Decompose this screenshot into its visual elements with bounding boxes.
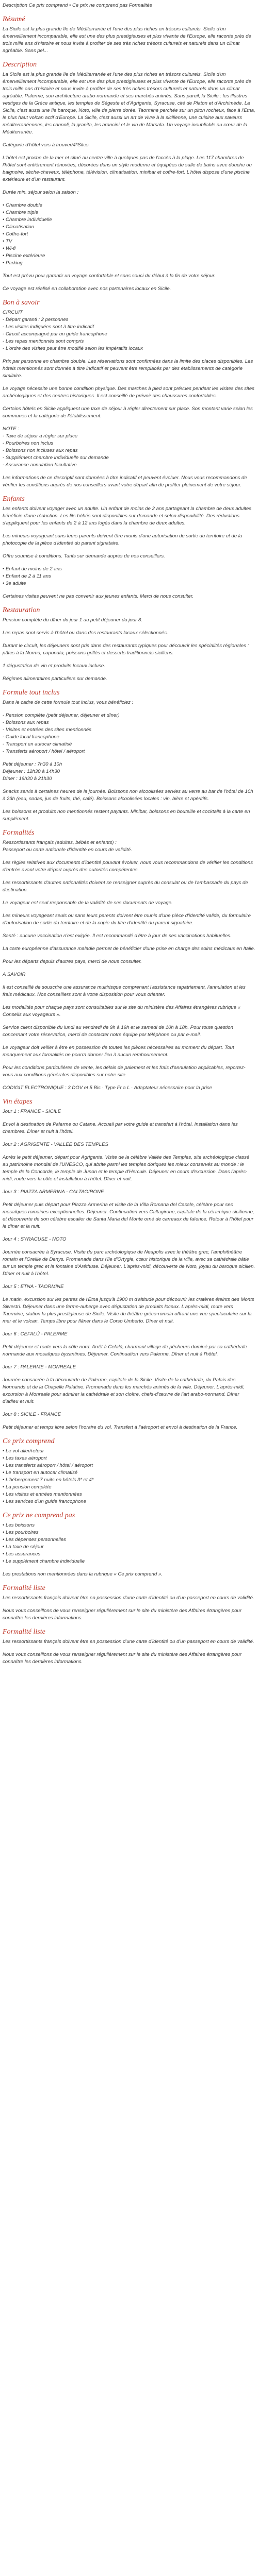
paragraph: Journée consacrée à Syracuse. Visite du parc archéologique de Neapolis avec le théâtre grec, l'amphithéâtre romain et l'Oreille de Denys. Promenade dans l'île d'Ortygie, cœur historique de la ville, avec sa cathédrale bâtie sur un temple grec et la fontaine d'Aréthuse. Déjeuner. L'après-midi, découverte de Noto, joyau du baroque sicilien. Dîner et nuit à l'hôtel.	[3, 1249, 255, 1277]
paragraph: Le voyageur est seul responsable de la validité de ses documents de voyage.	[3, 900, 173, 906]
paragraph: Les règles relatives aux documents d'identité pouvant évoluer, nous vous recommandons de vérifier les conditions d'entrée avant votre départ auprès des autorités compétentes.	[3, 860, 253, 873]
paragraph: Ressortissants français (adultes, bébés et enfants) : Passeport ou carte nationale d'identité en cours de validité.	[3, 840, 132, 853]
paragraph: Certains hôtels en Sicile appliquent une taxe de séjour à régler directement sur place. Son montant varie selon les communes et la catégorie de l'établissement.	[3, 406, 253, 419]
section-heading: Ce prix comprend	[3, 1437, 55, 1445]
paragraph: Jour 8 : SICILE - FRANCE	[3, 1412, 61, 1417]
paragraph: 1 dégustation de vin et produits locaux incluse.	[3, 663, 105, 669]
paragraph: Le voyageur doit veiller à être en possession de toutes les pièces nécessaires au moment du départ. Tout manquement aux formalités ne pourra donner lieu à aucun remboursement.	[3, 1045, 234, 1058]
paragraph: Durant le circuit, les déjeuners sont pris dans des restaurants typiques pour découvrir les spécialités régionales : pâtes à la Norma, caponata, poissons grillés et desserts traditionnels siciliens.	[3, 643, 249, 656]
paragraph: Jour 2 : AGRIGENTE - VALLÉE DES TEMPLES	[3, 1142, 108, 1147]
paragraph: Petit déjeuner et temps libre selon l'horaire du vol. Transfert à l'aéroport et envol à destination de la France.	[3, 1425, 238, 1430]
paragraph: La Sicile est la plus grande île de Méditerranée et l'une des plus riches en trésors culturels. Sicile d'un émerveillement incomparable, elle est une des plus prestigieuses et plus vivante de l'Europe, elle raconte près de trois mille ans d'histoire et nous invite à profiter de ses très riches trésors culturels et naturels dans un climat agréable. Palerme, son architecture arabo-normande et ses marchés animés. Sans pareil, la Sicile : les illustres vestiges de la Grèce antique, les temples de Ségeste et d'Agrigente, Syracuse, cité de Platon et d'Archimède. La Sicile, c'est aussi une île baroque, Noto, ville de pierre dorée. Taormine perchée sur un piton rocheux, face à l'Etna, le plus haut volcan actif d'Europe. La Sicile, c'est aussi un art de vivre à la sicilienne, une cuisine aux saveurs méditerranéennes, les cannoli, la granita, les arancini et le vin de Marsala. Un voyage inoubliable au cœur de la Méditerranée.	[3, 72, 255, 135]
section-heading: Restauration	[3, 606, 40, 614]
paragraph: Prix par personne en chambre double. Les réservations sont confirmées dans la limite des places disponibles. Les hôtels mentionnés sont donnés à titre indicatif et peuvent être remplacés par des établissements de catégorie similaire.	[3, 359, 253, 379]
paragraph: Pension complète du dîner du jour 1 au petit déjeuner du jour 8.	[3, 617, 142, 623]
paragraph: Dans le cadre de cette formule tout inclus, vous bénéficiez :	[3, 700, 134, 705]
paragraph: Certaines visites peuvent ne pas convenir aux jeunes enfants. Merci de nous consulter.	[3, 594, 194, 599]
paragraph: La Sicile est la plus grande île de Méditerranée et l'une des plus riches en trésors culturels. Sicile d'un émerveillement incomparable, elle est une des plus prestigieuses et plus vivante de l'Europe, elle raconte près de trois mille ans d'histoire et nous invite à profiter de ses très riches trésors culturels et naturels dans un climat agréable. Sans pel...	[3, 26, 251, 54]
paragraph: Durée min. séjour selon la saison :	[3, 190, 79, 195]
section-heading: Formule tout inclus	[3, 689, 60, 697]
paragraph: Les boissons et produits non mentionnés restent payants. Minibar, boissons en bouteille et cocktails à la carte en supplément.	[3, 809, 250, 822]
paragraph: Description Ce prix comprend • Ce prix ne comprend pas Formalités	[3, 3, 152, 8]
section-heading: Ce prix ne comprend pas	[3, 1512, 75, 1519]
paragraph: Jour 7 : PALERME - MONREALE	[3, 1364, 76, 1370]
paragraph: Petit déjeuner : 7h30 à 10h Déjeuner : 12h30 à 14h30 Dîner : 19h30 à 21h30	[3, 761, 62, 782]
paragraph: Il est conseillé de souscrire une assurance multirisque comprenant l'assistance rapatriement, l'annulation et les frais médicaux. Nos conseillers sont à votre disposition pour vous orienter.	[3, 985, 246, 997]
paragraph: Envol à destination de Palerme ou Catane. Accueil par votre guide et transfert à l'hôtel. Installation dans les chambres. Dîner et nuit à l'hôtel.	[3, 1122, 238, 1134]
paragraph: Les repas sont servis à l'hôtel ou dans des restaurants locaux sélectionnés.	[3, 630, 168, 636]
paragraph: Snacks servis à certaines heures de la journée. Boissons non alcoolisées servies au verre au bar de l'hôtel de 10h à 23h (eau, sodas, jus de fruits, thé, café). Boissons alcoolisées locales : vin, bière et apéritifs.	[3, 789, 253, 802]
paragraph: Les prestations non mentionnées dans la rubrique « Ce prix comprend ».	[3, 1571, 163, 1577]
paragraph: Les modalités pour chaque pays sont consultables sur le site du ministère des Affaires étrangères rubrique « Conseils aux voyageurs ».	[3, 1005, 240, 1018]
section-heading: Formalité liste	[3, 1628, 45, 1636]
paragraph: Les enfants doivent voyager avec un adulte. Un enfant de moins de 2 ans partageant la chambre de deux adultes bénéficie d'une réduction. Les lits bébés sont disponibles sur demande et selon disponibilité. Des réductions s'appliquent pour les enfants de 2 à 12 ans logés dans la chambre de deux adultes.	[3, 506, 252, 526]
section-heading: Description	[3, 61, 37, 69]
section-heading: Bon à savoir	[3, 299, 40, 307]
paragraph: La carte européenne d'assurance maladie permet de bénéficier d'une prise en charge des soins médicaux en Italie.	[3, 946, 255, 952]
paragraph: Tout est prévu pour garantir un voyage confortable et sans souci du début à la fin de votre séjour.	[3, 273, 216, 279]
paragraph: Santé : aucune vaccination n'est exigée. Il est recommandé d'être à jour de ses vaccinations habituelles.	[3, 933, 232, 939]
paragraph: Après le petit déjeuner, départ pour Agrigente. Visite de la célèbre Vallée des Temples, site archéologique classé au patrimoine mondial de l'UNESCO, qui abrite parmi les temples doriques les mieux conservés au monde : le temple de la Concorde, le temple de Junon et le temple d'Hercule. Déjeuner en cours d'excursion. Dans l'après-midi, route vers la côte et installation à l'hôtel. Dîner et nuit.	[3, 1155, 250, 1182]
paragraph: A SAVOIR	[3, 972, 26, 977]
paragraph: CIRCUIT - Départ garanti : 2 personnes - Les visites indiquées sont à titre indicatif - Circuit accompagné par un guide francophone - Les repas mentionnés sont compris - L'ordre des visites peut être modifié selon les impératifs locaux	[3, 310, 143, 351]
section-heading: Vin étapes	[3, 1098, 33, 1106]
paragraph: Ce voyage est réalisé en collaboration avec nos partenaires locaux en Sicile.	[3, 286, 171, 292]
paragraph: Petit déjeuner puis départ pour Piazza Armerina et visite de la Villa Romana del Casale, célèbre pour ses mosaïques romaines exceptionnelles. Déjeuner. Continuation vers Caltagirone, capitale de la céramique sicilienne, et découverte de son célèbre escalier de Santa Maria del Monte orné de carreaux de faïence. Retour à l'hôtel pour le dîner et la nuit.	[3, 1202, 254, 1229]
paragraph: Le voyage nécessite une bonne condition physique. Des marches à pied sont prévues pendant les visites des sites archéologiques et des centres historiques. Il est conseillé de prévoir des chaussures confortables.	[3, 386, 254, 399]
paragraph: Les mineurs voyageant seuls ou sans leurs parents doivent être munis d'une pièce d'identité valide, du formulaire d'autorisation de sortie du territoire et de la copie du titre d'identité du parent signataire.	[3, 913, 251, 926]
section-heading: Résumé	[3, 15, 25, 23]
paragraph: Les mineurs voyageant sans leurs parents doivent être munis d'une autorisation de sortie du territoire et de la photocopie de la pièce d'identité du parent signataire.	[3, 533, 243, 546]
paragraph: NOTE : - Taxe de séjour à régler sur place - Pourboires non inclus - Boissons non incluses aux repas - Supplément chambre individuelle sur demande - Assurance annulation facultative	[3, 426, 109, 468]
paragraph: Pour les départs depuis d'autres pays, merci de nous consulter.	[3, 959, 142, 964]
paragraph: • Le vol aller/retour • Les taxes aéroport • Les transferts aéroport / hôtel / aéroport • Le transport en autocar climatisé • L'hébergement 7 nuits en hôtels 3* et 4* • La pension complète • Les visites et entrées mentionnées • Les services d'un guide francophone	[3, 1448, 94, 1504]
paragraph: Les ressortissants d'autres nationalités doivent se renseigner auprès du consulat ou de l'ambassade du pays de destination.	[3, 880, 248, 893]
paragraph: Jour 1 : FRANCE - SICILE	[3, 1109, 61, 1114]
paragraph: • Chambre double • Chambre triple • Chambre individuelle • Climatisation • Coffre-fort • TV • Wi-fi • Piscine extérieure • Parking	[3, 202, 52, 266]
paragraph: Pour les conditions particulières de vente, les délais de paiement et les frais d'annulation applicables, reportez-vous aux conditions générales disponibles sur notre site.	[3, 1065, 246, 1078]
paragraph: Nous vous conseillons de vous renseigner régulièrement sur le site du ministère des Affaires étrangères pour connaître les dernières informations.	[3, 1652, 242, 1665]
paragraph: • Enfant de moins de 2 ans • Enfant de 2 à 11 ans • 3e adulte	[3, 566, 62, 586]
paragraph: Offre soumise à conditions. Tarifs sur demande auprès de nos conseillers.	[3, 553, 165, 559]
paragraph: Nous vous conseillons de vous renseigner régulièrement sur le site du ministère des Affaires étrangères pour connaître les dernières informations.	[3, 1608, 242, 1621]
paragraph: Les ressortissants français doivent être en possession d'une carte d'identité ou d'un passeport en cours de validité.	[3, 1595, 254, 1601]
paragraph: Jour 5 : ETNA - TAORMINE	[3, 1284, 64, 1290]
section-heading: Enfants	[3, 495, 25, 503]
paragraph: Les ressortissants français doivent être en possession d'une carte d'identité ou d'un passeport en cours de validité.	[3, 1639, 254, 1645]
paragraph: • Les boissons • Les pourboires • Les dépenses personnelles • La taxe de séjour • Les assurances • Le supplément chambre individuelle	[3, 1522, 85, 1564]
paragraph: Le matin, excursion sur les pentes de l'Etna jusqu'à 1900 m d'altitude pour découvrir les cratères éteints des Monts Silvestri. Déjeuner dans une ferme-auberge avec dégustation de produits locaux. L'après-midi, route vers Taormine, station la plus prestigieuse de Sicile. Visite du théâtre gréco-romain offrant une vue spectaculaire sur la mer et le volcan. Temps libre pour flâner dans le Corso Umberto. Dîner et nuit.	[3, 1297, 254, 1324]
paragraph: Régimes alimentaires particuliers sur demande.	[3, 676, 107, 682]
paragraph: Jour 4 : SYRACUSE - NOTO	[3, 1236, 67, 1242]
paragraph: Jour 6 : CEFALÙ - PALERME	[3, 1331, 68, 1337]
paragraph: Les informations de ce descriptif sont données à titre indicatif et peuvent évoluer. Nous vous recommandons de vérifier les conditions auprès de nos conseillers avant votre départ afin de profiter pleinement de votre séjour.	[3, 475, 247, 488]
paragraph: Journée consacrée à la découverte de Palerme, capitale de la Sicile. Visite de la cathédrale, du Palais des Normands et de la Chapelle Palatine. Promenade dans les marchés animés de la ville. Déjeuner. L'après-midi, excursion à Monreale pour admirer la cathédrale et son cloître, chefs-d'œuvre de l'art arabo-normand. Dîner d'adieu et nuit.	[3, 1377, 245, 1404]
section-heading: Formalité liste	[3, 1584, 45, 1592]
paragraph: Petit déjeuner et route vers la côte nord. Arrêt à Cefalù, charmant village de pêcheurs dominé par sa cathédrale normande aux mosaïques byzantines. Déjeuner. Continuation vers Palerme. Dîner et nuit à l'hôtel.	[3, 1344, 247, 1357]
paragraph: Catégorie d'hôtel vers à trouver/4*Sites	[3, 142, 89, 148]
section-heading: Formalités	[3, 829, 35, 837]
paragraph: Service client disponible du lundi au vendredi de 9h à 19h et le samedi de 10h à 18h. Pour toute question concernant votre réservation, merci de contacter notre équipe par téléphone ou par e-mail.	[3, 1025, 233, 1038]
paragraph: Jour 3 : PIAZZA ARMERINA - CALTAGIRONE	[3, 1189, 104, 1195]
paragraph: - Pension complète (petit déjeuner, déjeuner et dîner) - Boissons aux repas - Visites et entrées des sites mentionnés - Guide local francophone - Transport en autocar climatisé - Transferts aéroport / hôtel / aéroport	[3, 713, 120, 754]
paragraph: CODIGIT ELECTRONIQUE : 3 DOV et 5 Bis · Type Fr a L · Adaptateur nécessaire pour la prise	[3, 1085, 213, 1091]
paragraph: L'hôtel est proche de la mer et situé au centre ville à quelques pas de l'accès à la plage. Les 117 chambres de l'hôtel sont entièrement rénovées, décorées dans un style moderne et équipées de salle de bains avec douche ou baignoire, sèche-cheveux, téléphone, télévision, climatisation, minibar et coffre-fort. L'hôtel dispose d'une piscine extérieure et d'un restaurant.	[3, 155, 252, 182]
